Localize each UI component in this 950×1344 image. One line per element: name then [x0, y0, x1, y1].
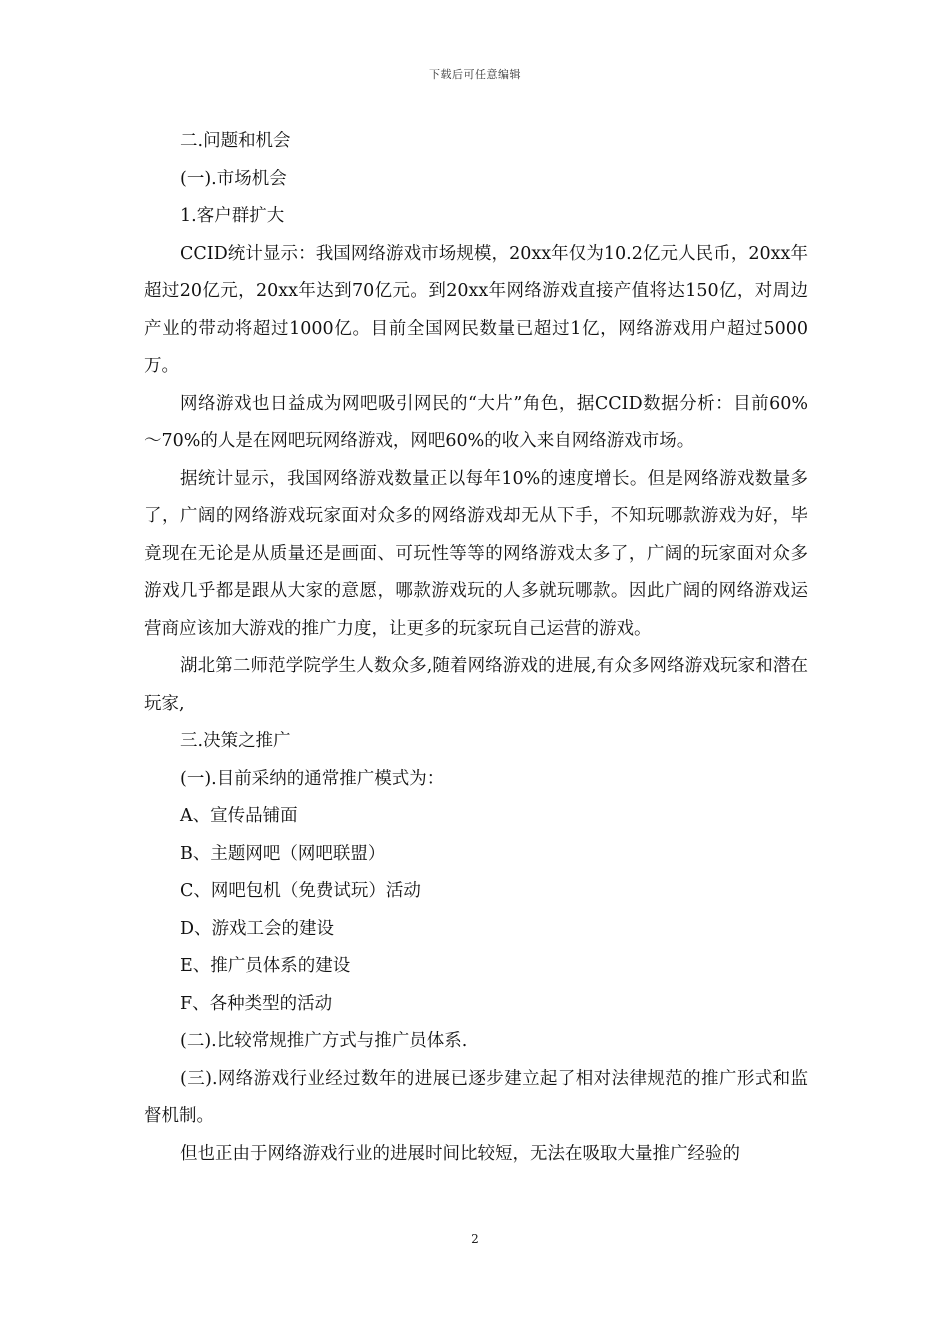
subsubsection-heading: 1.客户群扩大: [180, 206, 285, 226]
paragraph: CCID统计显示：我国网络游戏市场规模，20xx年仅为10.2亿元人民币，20xx年超过20亿元，20xx年达到70亿元。到20xx年网络游戏直接产值将达150亿，对周边产业的带动将超过1000亿。目前全国网民数量已超过1亿，网络游戏用户超过5000万。: [144, 243, 808, 376]
subsection-heading: (一).市场机会: [180, 168, 287, 189]
page-number: 2: [471, 1232, 479, 1246]
list-item: E、推广员体系的建设: [180, 956, 351, 976]
section-heading: 二.问题和机会: [180, 131, 291, 151]
page-header: 下载后可任意编辑: [429, 68, 521, 81]
subsection-heading: (二).比较常规推广方式与推广员体系.: [180, 1031, 468, 1051]
list-item: F、各种类型的活动: [180, 993, 333, 1014]
list-item: D、游戏工会的建设: [180, 918, 335, 939]
document-body: [144, 123, 808, 1173]
paragraph: 网络游戏也日益成为网吧吸引网民的“大片”角色，据CCID数据分析：目前60%～70%的人是在网吧玩网络游戏，网吧60%的收入来自网络游戏市场。: [144, 393, 808, 451]
paragraph: 但也正由于网络游戏行业的进展时间比较短，无法在吸取大量推广经验的: [180, 1143, 740, 1164]
subsection-heading: (一).目前采纳的通常推广模式为：: [180, 768, 445, 789]
section-heading: 三.决策之推广: [180, 731, 291, 751]
list-item: B、主题网吧（网吧联盟）: [180, 843, 386, 864]
paragraph: (三).网络游戏行业经过数年的进展已逐步建立起了相对法律规范的推广形式和监督机制。: [144, 1068, 808, 1126]
list-item: A、宣传品铺面: [180, 806, 298, 826]
paragraph: 据统计显示，我国网络游戏数量正以每年10%的速度增长。但是网络游戏数量多了，广阔的网络游戏玩家面对众多的网络游戏却无从下手，不知玩哪款游戏为好，毕竟现在无论是从质量还是画面、可玩性等等的网络游戏太多了，广阔的玩家面对众多游戏几乎都是跟从大家的意愿，哪款游戏玩的人多就玩哪款。因此广阔的网络游戏运营商应该加大游戏的推广力度，让更多的玩家玩自己运营的游戏。: [144, 468, 808, 639]
list-item: C、网吧包机（免费试玩）活动: [180, 881, 421, 901]
paragraph: 湖北第二师范学院学生人数众多,随着网络游戏的进展,有众多网络游戏玩家和潜在玩家,: [144, 656, 808, 714]
